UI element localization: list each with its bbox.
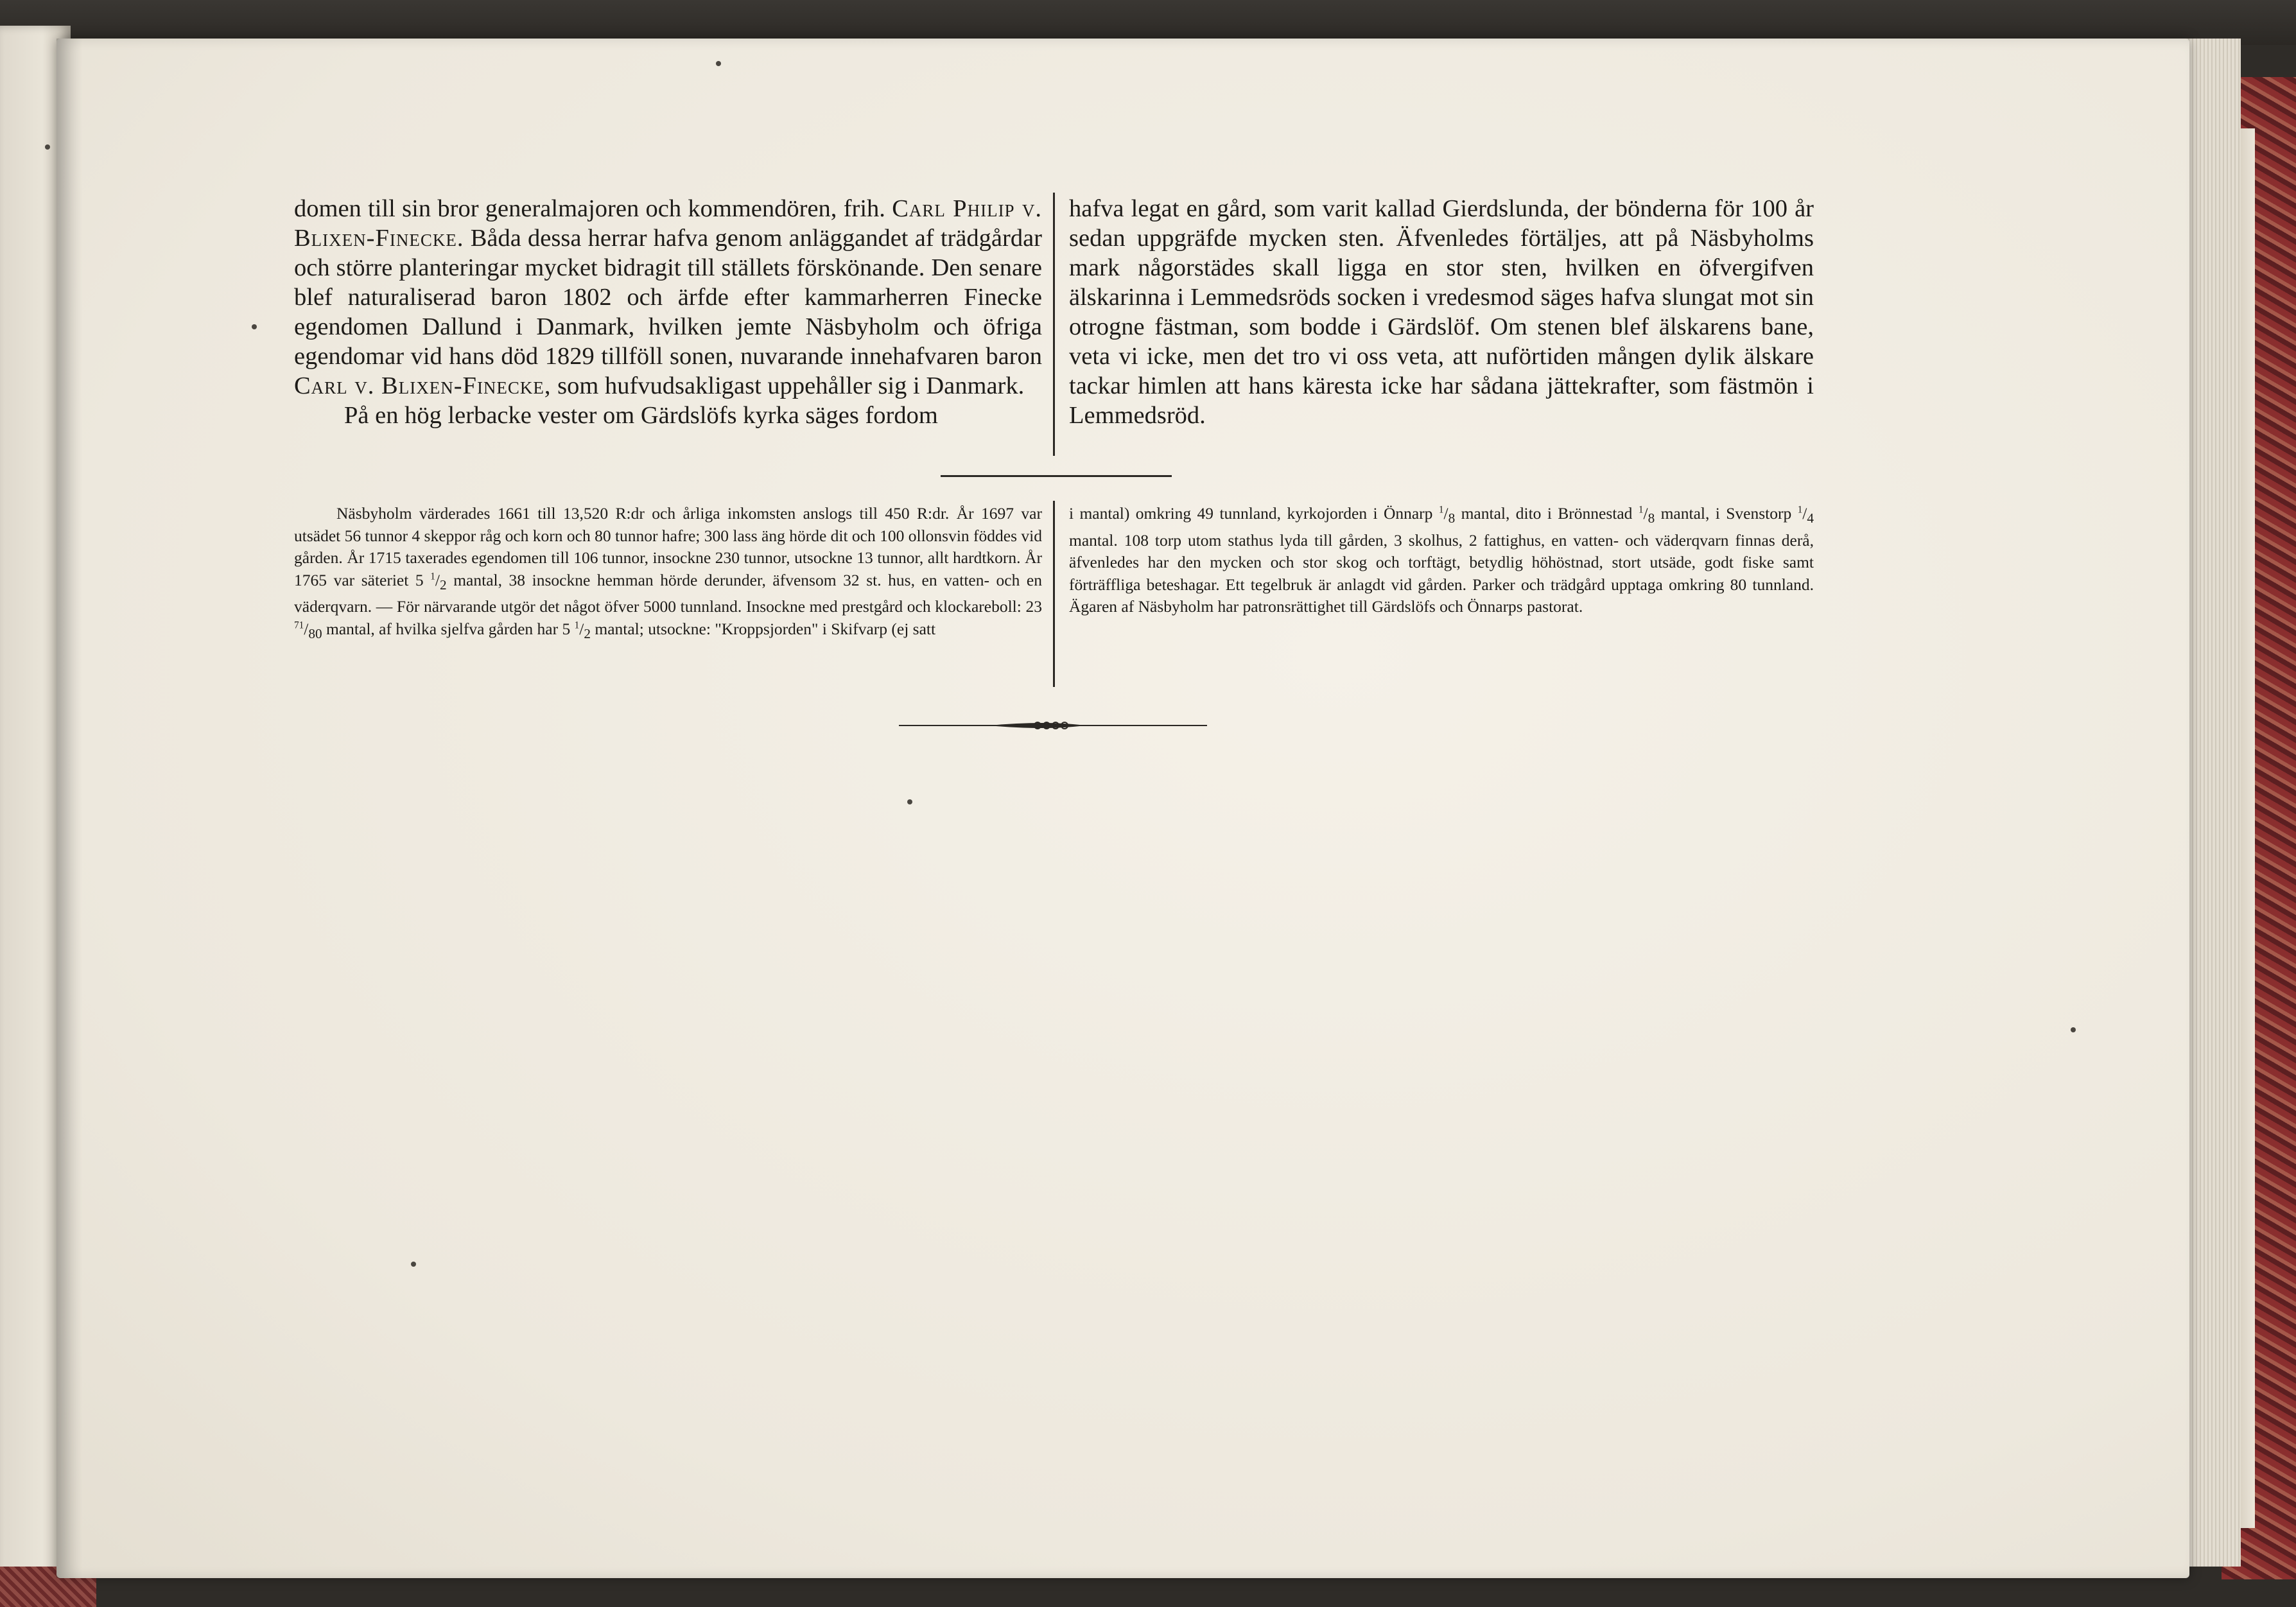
- notes-right-column: [1069, 503, 1814, 618]
- text-run: domen till sin bror generalmajoren och kommendören, frih.: [294, 195, 892, 222]
- note-paragraph-left: Näsbyholm värderades 1661 till 13,520 R:dr och årliga inkomsten anslogs till 450 R:dr. År 1697 var utsädet 56 tunnor 4 skeppor råg och korn och 80 tunnor hafre; 300 lass äng hörde dit och 100 ollonsvin föddes vid gården. År 1715 taxerades egendomen till 106 tunnor, insockne 230 tunnor, utsockne 13 tunnor, allt hardtkorn. År 1765 var säteriet 5 $^1/_2$ mantal, 38 insockne hemman hörde derunder, äfvensom 32 st. hus, en vatten- och en väderqvarn. — För närvarande utgör det något öfver 5000 tunnland. Insockne med prestgård och klockareboll: 23 $^{71}/_{80}$ mantal, af hvilka sjelfva gården har 5 $^1/_2$ mantal; utsockne: "Kroppsjorden" i Skifvarp (ej satt: [294, 504, 1043, 641]
- text-run: mantal, af hvilka sjelfva gården har 5: [322, 619, 575, 638]
- fraction-numerator: 1: [430, 571, 435, 582]
- person-name: Carl v. Blixen-Finecke,: [294, 372, 552, 399]
- person-name: Carl Philip v. Blixen-Finecke.: [294, 195, 1042, 252]
- fraction-numerator: 1: [1797, 504, 1803, 516]
- notes-left-column: [294, 503, 1042, 645]
- text-run: mantal, i Svenstorp: [1655, 504, 1798, 523]
- text-run: Båda dessa herrar hafva genom anläggandet af trädgårdar och större planteringar mycket bidragit till ställets förskönande. Den senare blef naturaliserad baron 1802 och ärfde efter kammarherren Finecke egendomen Dallund i Danmark, hvilken jemte Näsbyholm och öfriga egendomar vid hans död 1829 tillföll sonen, nuvarande innehafvaren baron: [294, 225, 1042, 370]
- column-divider-main: [1053, 193, 1055, 456]
- paper-speck: [907, 799, 912, 804]
- paper-speck: [716, 61, 721, 66]
- text-run: mantal, 38 insockne hemman hörde derunder, äfvensom 32 st. hus, en vatten- och en väderqvarn. — För närvarande utgör det något öfver 5000 tunnland. Insockne med prestgård och klockareboll: 23: [294, 570, 1043, 616]
- fraction-denominator: 2: [584, 625, 591, 641]
- main-text-right-column: [1069, 194, 1814, 430]
- fraction-denominator: 8: [1648, 510, 1655, 526]
- text-run: mantal. 108 torp utom stathus lyda till gården, 3 skolhus, 2 fattighus, en vatten- och väderqvarn finnas derå, äfvenledes har den mycken och stor skog och torftägt, betydlig höhöstnad, stort utsäde, godt fiske samt förträffliga beteshagar. Ett tegelbruk är anlagdt vid gården. Parker och trädgård upptaga omkring 80 tunnland. Ägaren af Näsbyholm har patronsrättighet till Gärdslöfs och Önnarps pastorat.: [1069, 530, 1814, 616]
- note-paragraph-right: i mantal) omkring 49 tunnland, kyrkojorden i Önnarp $^1/_8$ mantal, dito i Brönnestad $^1/_8$ mantal, i Svenstorp $^1/_4$ mantal. 108 torp utom stathus lyda till gården, 3 skolhus, 2 fattighus, en vatten- och väderqvarn finnas derå, äfvenledes har den mycken och stor skog och torftägt, betydlig höhöstnad, stort utsäde, godt fiske samt förträffliga beteshagar. Ett tegelbruk är anlagdt vid gården. Parker och trädgård upptaga omkring 80 tunnland. Ägaren af Näsbyholm har patronsrättighet till Gärdslöfs och Önnarps pastorat.: [1069, 504, 1814, 616]
- section-rule: [941, 475, 1172, 477]
- column-divider-notes: [1053, 501, 1055, 687]
- main-paragraph-1: [294, 194, 1042, 401]
- ornamental-end-rule: [892, 713, 1213, 738]
- fraction-numerator: 1: [1438, 504, 1444, 516]
- paper-speck: [252, 324, 257, 329]
- fraction-denominator: 8: [1448, 510, 1456, 526]
- main-paragraph-2: På en hög lerbacke vester om Gärdslöfs kyrka säges fordom: [344, 402, 938, 429]
- text-run: som hufvudsakligast uppehåller sig i Danmark.: [551, 372, 1025, 399]
- gutter-shadow: [57, 39, 82, 1578]
- text-run: mantal, dito i Brönnestad: [1455, 504, 1639, 523]
- fraction-numerator: 1: [574, 620, 580, 631]
- paper-speck: [411, 1262, 416, 1267]
- text-run: i mantal) omkring 49 tunnland, kyrkojorden i Önnarp: [1069, 504, 1439, 523]
- fraction-denominator: 4: [1807, 510, 1814, 526]
- paper-speck: [2071, 1027, 2076, 1032]
- fraction-numerator: 1: [1638, 504, 1644, 516]
- fraction-numerator: 71: [294, 620, 304, 631]
- main-paragraph-3: hafva legat en gård, som varit kallad Gierdslunda, der bönderna för 100 år sedan uppgräfde mycken sten. Äfvenledes förtäljes, att på Näsbyholms mark någorstädes skall ligga en stor sten, hvilken en öfvergifven älskarinna i Lemmedsröds socken i vredesmod säges hafva slungat mot sin otrogne fästman, som bodde i Gärdslöf. Om stenen blef älskarens bane, veta vi icke, men det tro vi oss veta, att nuförtiden mången dylik älskare tackar himlen att hans käresta icke har sådana jättekrafter, som fästmön i Lemmedsröd.: [1069, 195, 1814, 429]
- text-run: Näsbyholm värderades 1661 till 13,520 R:dr och årliga inkomsten anslogs till 450 R:dr. År 1697 var utsädet 56 tunnor 4 skeppor råg och korn och 80 tunnor hafre; 300 lass äng hörde dit och 100 ollonsvin föddes vid gården. År 1715 taxerades egendomen till 106 tunnor, insockne 230 tunnor, utsockne 13 tunnor, allt hardtkorn. År 1765 var säteriet 5: [294, 504, 1042, 589]
- fraction-denominator: 2: [440, 577, 447, 593]
- text-run: mantal; utsockne: "Kroppsjorden" i Skifvarp (ej satt: [591, 619, 936, 638]
- paper-speck: [45, 144, 50, 150]
- main-text-left-column: [294, 194, 1042, 430]
- fraction-denominator: 80: [308, 625, 322, 641]
